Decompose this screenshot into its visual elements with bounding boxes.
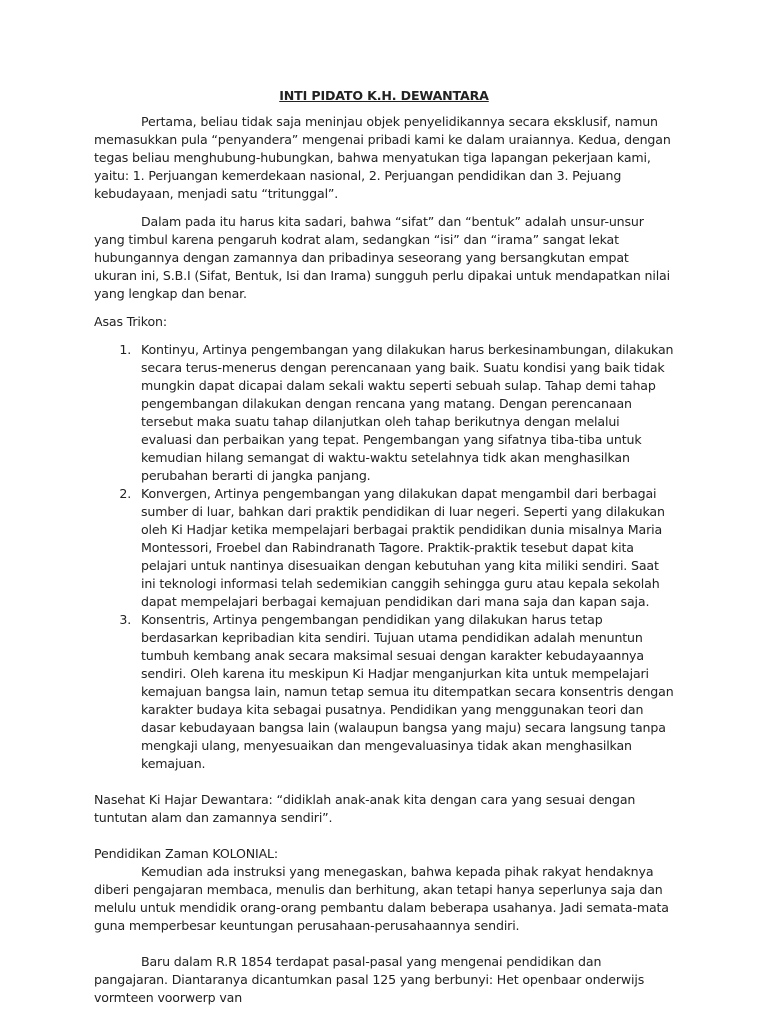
- nasehat-quote: Nasehat Ki Hajar Dewantara: “didiklah anak-anak kita dengan cara yang sesuai dengan tuntutan alam dan zamannya sendiri”.: [94, 792, 636, 825]
- list-item-konvergen: 2. Konvergen, Artinya pengembangan yang dilakukan dapat mengambil dari berbagai sumber di luar, bahkan dari praktik pendidikan di luar negeri. Seperti yang dilakukan oleh Ki Hadjar ketika mempelajari berbagai praktik pendidikan dunia misalnya Maria Montessori, Froebel dan Rabindranath Tagore. Praktik-praktik tesebut dapat kita pelajari untuk nantinya disesuaikan dengan kebutuhan yang kita miliki sendiri. Saat ini teknologi informasi telah sedemikian canggih sehingga guru atau kepala sekolah dapat mempelajari berbagai kemajuan pendidikan dari mana saja dan kapan saja.: [135, 485, 674, 611]
- list-item-konsentris: 3. Konsentris, Artinya pengembangan pendidikan yang dilakukan harus tetap berdasarkan kepribadian kita sendiri. Tujuan utama pendidikan adalah menuntun tumbuh kembang anak secara maksimal sesuai dengan karakter kebudayaannya sendiri. Oleh karena itu meskipun Ki Hadjar menganjurkan kita untuk mempelajari kemajuan bangsa lain, namun tetap semua itu ditempatkan secara konsentris dengan karakter budaya kita sebagai pusatnya. Pendidikan yang menggunakan teori dan dasar kebudayaan bangsa lain (walaupun bangsa yang maju) secara langsung tanpa mengkaji ulang, menyesuaikan dan mengevaluasinya tidak akan menghasilkan kemajuan.: [135, 611, 674, 773]
- paragraph-pertama: Pertama, beliau tidak saja meninjau objek penyelidikannya secara eksklusif, namun memasukkan pula “penyandera” mengenai pribadi kami ke dalam uraiannya. Kedua, dengan tegas beliau menghubung-hubungkan, bahwa menyatukan tiga lapangan pekerjaan kami, yaitu: 1. Perjuangan kemerdekaan nasional, 2. Perjuangan pendidikan dan 3. Pejuang kebudayaan, menjadi satu “tritunggal”.: [94, 114, 671, 201]
- asas-trikon-list: [94, 341, 674, 773]
- paragraph-sifat-bentuk: Dalam pada itu harus kita sadari, bahwa “sifat” dan “bentuk” adalah unsur-unsur yang timbul karena pengaruh kodrat alam, sedangkan “isi” dan “irama” sangat lekat hubungannya dengan zamannya dan pribadinya seseorang yang bersangkutan empat ukuran ini, S.B.I (Sifat, Bentuk, Isi dan Irama) sungguh perlu dipakai untuk mendapatkan nilai yang lengkap dan benar.: [94, 214, 670, 301]
- asas-trikon-heading: Asas Trikon:: [94, 314, 167, 329]
- document-title: INTI PIDATO K.H. DEWANTARA: [279, 88, 489, 103]
- list-item-kontinyu: 1. Kontinyu, Artinya pengembangan yang dilakukan harus berkesinambungan, dilakukan secara terus-menerus dengan perencanaan yang baik. Suatu kondisi yang baik tidak mungkin dapat dicapai dalam sekali waktu seperti sebuah sulap. Tahap demi tahap pengembangan dilakukan dengan rencana yang matang. Dengan perencanaan tersebut maka suatu tahap dilanjutkan oleh tahap berikutnya dengan melalui evaluasi dan perbaikan yang tepat. Pengembangan yang sifatnya tiba-tiba untuk kemudian hilang semangat di waktu-waktu setelahnya tidk akan menghasilkan perubahan berarti di jangka panjang.: [135, 341, 674, 485]
- kolonial-heading: Pendidikan Zaman KOLONIAL:: [94, 846, 279, 861]
- paragraph-kolonial: Kemudian ada instruksi yang menegaskan, bahwa kepada pihak rakyat hendaknya diberi pengajaran membaca, menulis dan berhitung, akan tetapi hanya seperlunya saja dan melulu untuk mendidik orang-orang pembantu dalam beberapa usahanya. Jadi semata-mata guna memperbesar keuntungan perusahaan-perusahaannya sendiri.: [94, 864, 669, 933]
- paragraph-rr-1854: Baru dalam R.R 1854 terdapat pasal-pasal yang mengenai pendidikan dan pangajaran. Diantaranya dicantumkan pasal 125 yang berbunyi: Het openbaar onderwijs vormteen voorwerp van: [94, 954, 645, 1005]
